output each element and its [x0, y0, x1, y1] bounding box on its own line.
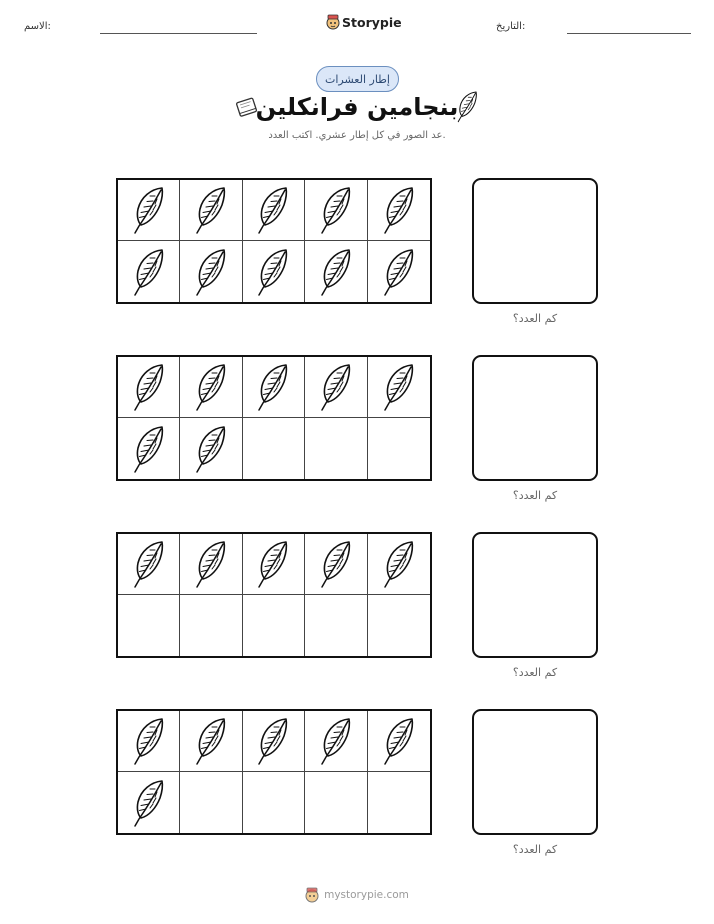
ten-frame-cell	[118, 711, 180, 772]
quill-feather-icon	[129, 539, 169, 589]
quill-feather-icon	[253, 362, 293, 412]
quill-feather-icon	[316, 247, 356, 297]
quill-feather-icon	[379, 362, 419, 412]
ten-frame	[116, 355, 432, 481]
quill-feather-icon	[129, 247, 169, 297]
ten-frame-cell	[118, 357, 180, 418]
storypie-mascot-icon	[326, 14, 340, 30]
ten-frame-cell	[368, 595, 430, 656]
ten-frame-cell	[368, 357, 430, 418]
answer-box[interactable]	[472, 709, 598, 835]
ten-frame-cell	[305, 357, 367, 418]
brand-logo	[326, 14, 402, 30]
ten-frame-cell	[180, 772, 242, 833]
count-question: كم العدد؟	[512, 312, 558, 325]
quill-feather-icon	[316, 185, 356, 235]
ten-frame-cell	[180, 595, 242, 656]
quill-feather-icon	[191, 539, 231, 589]
storypie-mascot-icon	[305, 887, 319, 903]
ten-frame-cell	[118, 180, 180, 241]
ten-frame-cell	[368, 241, 430, 302]
ten-frame-cell	[118, 241, 180, 302]
worksheet-badge: إطار العشرات	[316, 66, 399, 92]
ten-frame-cell	[305, 772, 367, 833]
quill-feather-icon	[253, 539, 293, 589]
ten-frame-cell	[305, 534, 367, 595]
instructions: عد الصور في كل إطار عشري. اكتب العدد.	[268, 130, 446, 141]
ten-frame	[116, 532, 432, 658]
quill-feather-icon	[191, 362, 231, 412]
quill-feather-icon	[129, 716, 169, 766]
ten-frame-cell	[368, 711, 430, 772]
answer-box[interactable]	[472, 178, 598, 304]
quill-feather-icon	[253, 716, 293, 766]
quill-feather-icon	[253, 185, 293, 235]
quill-feather-icon	[454, 90, 481, 123]
ten-frame-cell	[243, 711, 305, 772]
ten-frame-cell	[180, 418, 242, 479]
footer	[0, 886, 714, 904]
ten-frame-cell	[368, 180, 430, 241]
quill-feather-icon	[379, 185, 419, 235]
date-label: التاريخ:	[496, 21, 526, 32]
answer-box[interactable]	[472, 355, 598, 481]
page-title: بنجامين فرانكلين	[255, 93, 459, 121]
ten-frame-cell	[118, 595, 180, 656]
name-field-line[interactable]	[100, 33, 257, 34]
ten-frame	[116, 709, 432, 835]
quill-feather-icon	[379, 539, 419, 589]
ten-frame-cell	[368, 418, 430, 479]
quill-feather-icon	[129, 778, 169, 828]
ten-frame-cell	[243, 772, 305, 833]
quill-feather-icon	[191, 247, 231, 297]
ten-frame-cell	[243, 418, 305, 479]
brand-name: Storypie	[342, 14, 402, 30]
ten-frame-cell	[180, 241, 242, 302]
ten-frame-cell	[118, 418, 180, 479]
ten-frame	[116, 178, 432, 304]
count-question: كم العدد؟	[512, 666, 558, 679]
quill-feather-icon	[316, 539, 356, 589]
count-question: كم العدد؟	[512, 843, 558, 856]
count-question: كم العدد؟	[512, 489, 558, 502]
quill-feather-icon	[191, 716, 231, 766]
ten-frame-cell	[243, 241, 305, 302]
ten-frame-cell	[180, 711, 242, 772]
quill-feather-icon	[316, 716, 356, 766]
date-field-line[interactable]	[567, 33, 691, 34]
quill-feather-icon	[129, 185, 169, 235]
quill-feather-icon	[191, 424, 231, 474]
footer-site: mystorypie.com	[324, 889, 409, 901]
ten-frame-cell	[305, 711, 367, 772]
ten-frame-cell	[305, 595, 367, 656]
quill-feather-icon	[316, 362, 356, 412]
ten-frame-cell	[305, 180, 367, 241]
answer-box[interactable]	[472, 532, 598, 658]
ten-frame-cell	[243, 534, 305, 595]
ten-frame-cell	[243, 180, 305, 241]
ten-frame-cell	[243, 595, 305, 656]
quill-feather-icon	[253, 247, 293, 297]
ten-frame-cell	[118, 534, 180, 595]
ten-frame-cell	[243, 357, 305, 418]
ten-frame-cell	[180, 534, 242, 595]
ten-frame-cell	[180, 180, 242, 241]
ten-frame-cell	[368, 534, 430, 595]
quill-feather-icon	[379, 716, 419, 766]
name-label: الاسم:	[24, 21, 51, 32]
ten-frame-cell	[305, 241, 367, 302]
ten-frame-cell	[118, 772, 180, 833]
ten-frame-cell	[368, 772, 430, 833]
quill-feather-icon	[129, 362, 169, 412]
ten-frame-cell	[180, 357, 242, 418]
ten-frame-cell	[305, 418, 367, 479]
quill-feather-icon	[129, 424, 169, 474]
quill-feather-icon	[379, 247, 419, 297]
quill-feather-icon	[191, 185, 231, 235]
